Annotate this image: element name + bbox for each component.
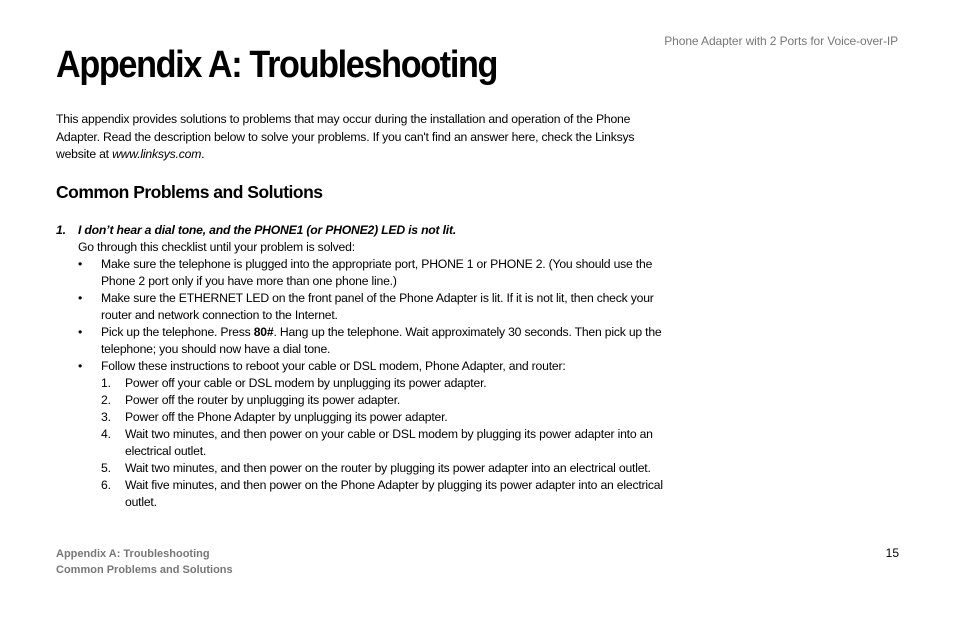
footer-section: Common Problems and Solutions <box>56 564 233 576</box>
step-text: Power off your cable or DSL modem by unplugging its power adapter. <box>125 376 487 390</box>
bullet-icon: • <box>78 257 83 271</box>
bullet-icon: • <box>78 291 83 305</box>
linksys-website-link[interactable]: www.linksys.com <box>112 147 202 161</box>
step-number: 5. <box>101 461 111 475</box>
list-item <box>78 324 676 358</box>
step-number: 2. <box>101 393 111 407</box>
list-item-text: Make sure the ETHERNET LED on the front panel of the Phone Adapter is lit. If it is not lit, then check your router and network connection to the Internet. <box>101 291 654 322</box>
step-text: Wait five minutes, and then power on the Phone Adapter by plugging its power adapter into an electrical outlet. <box>125 478 663 509</box>
bullet-icon: • <box>78 325 83 339</box>
step-item <box>101 460 676 477</box>
problem-heading-text: I don’t hear a dial tone, and the PHONE1 (or PHONE2) LED is not lit. <box>78 223 457 237</box>
step-item <box>101 477 676 511</box>
step-text: Wait two minutes, and then power on the router by plugging its power adapter into an electrical outlet. <box>125 461 651 475</box>
step-text: Wait two minutes, and then power on your cable or DSL modem by plugging its power adapter into an electrical outlet. <box>125 427 653 458</box>
step-text: Power off the router by unplugging its power adapter. <box>125 393 401 407</box>
step-number: 4. <box>101 427 111 441</box>
page-number: 15 <box>885 546 899 560</box>
problem-heading <box>56 222 676 239</box>
section-title: Common Problems and Solutions <box>56 182 323 202</box>
intro-paragraph <box>56 111 666 164</box>
list-item-text: Make sure the telephone is plugged into the appropriate port, PHONE 1 or PHONE 2. (You should use the Phone 2 port only if you have more than one phone line.) <box>101 257 653 288</box>
footer-chapter: Appendix A: Troubleshooting <box>56 548 210 560</box>
step-item <box>101 392 676 409</box>
step-number: 3. <box>101 410 111 424</box>
step-text: Power off the Phone Adapter by unplugging its power adapter. <box>125 410 448 424</box>
step-item <box>101 426 676 460</box>
list-item <box>78 256 676 290</box>
intro-end: . <box>201 147 205 161</box>
footer-breadcrumb <box>56 546 233 578</box>
running-header: Phone Adapter with 2 Ports for Voice-over-IP <box>664 34 898 48</box>
step-item <box>101 409 676 426</box>
list-item-text-after: . Hang up the telephone. Wait approximately 30 seconds. Then pick up the telephone; you should now have a dial tone. <box>101 325 662 356</box>
list-item <box>78 358 676 511</box>
step-item <box>101 375 676 392</box>
reboot-steps <box>101 375 676 511</box>
step-number: 1. <box>101 376 111 390</box>
list-item-text: Follow these instructions to reboot your cable or DSL modem, Phone Adapter, and router: <box>101 359 566 373</box>
page-title: Appendix A: Troubleshooting <box>56 44 498 86</box>
bullet-icon: • <box>78 359 83 373</box>
dial-code: 80# <box>253 325 274 339</box>
list-item <box>78 290 676 324</box>
problem-number: 1. <box>56 223 66 237</box>
checklist-intro: Go through this checklist until your problem is solved: <box>78 240 355 254</box>
step-number: 6. <box>101 478 111 492</box>
problem-1 <box>56 222 676 511</box>
checklist <box>56 256 676 511</box>
list-item-text-before: Pick up the telephone. Press <box>101 325 254 339</box>
intro-text: This appendix provides solutions to problems that may occur during the installation and operation of the Phone Adapter. Read the description below to solve your problems. If you can't find an answer here, check the Linksys website at <box>56 112 635 161</box>
